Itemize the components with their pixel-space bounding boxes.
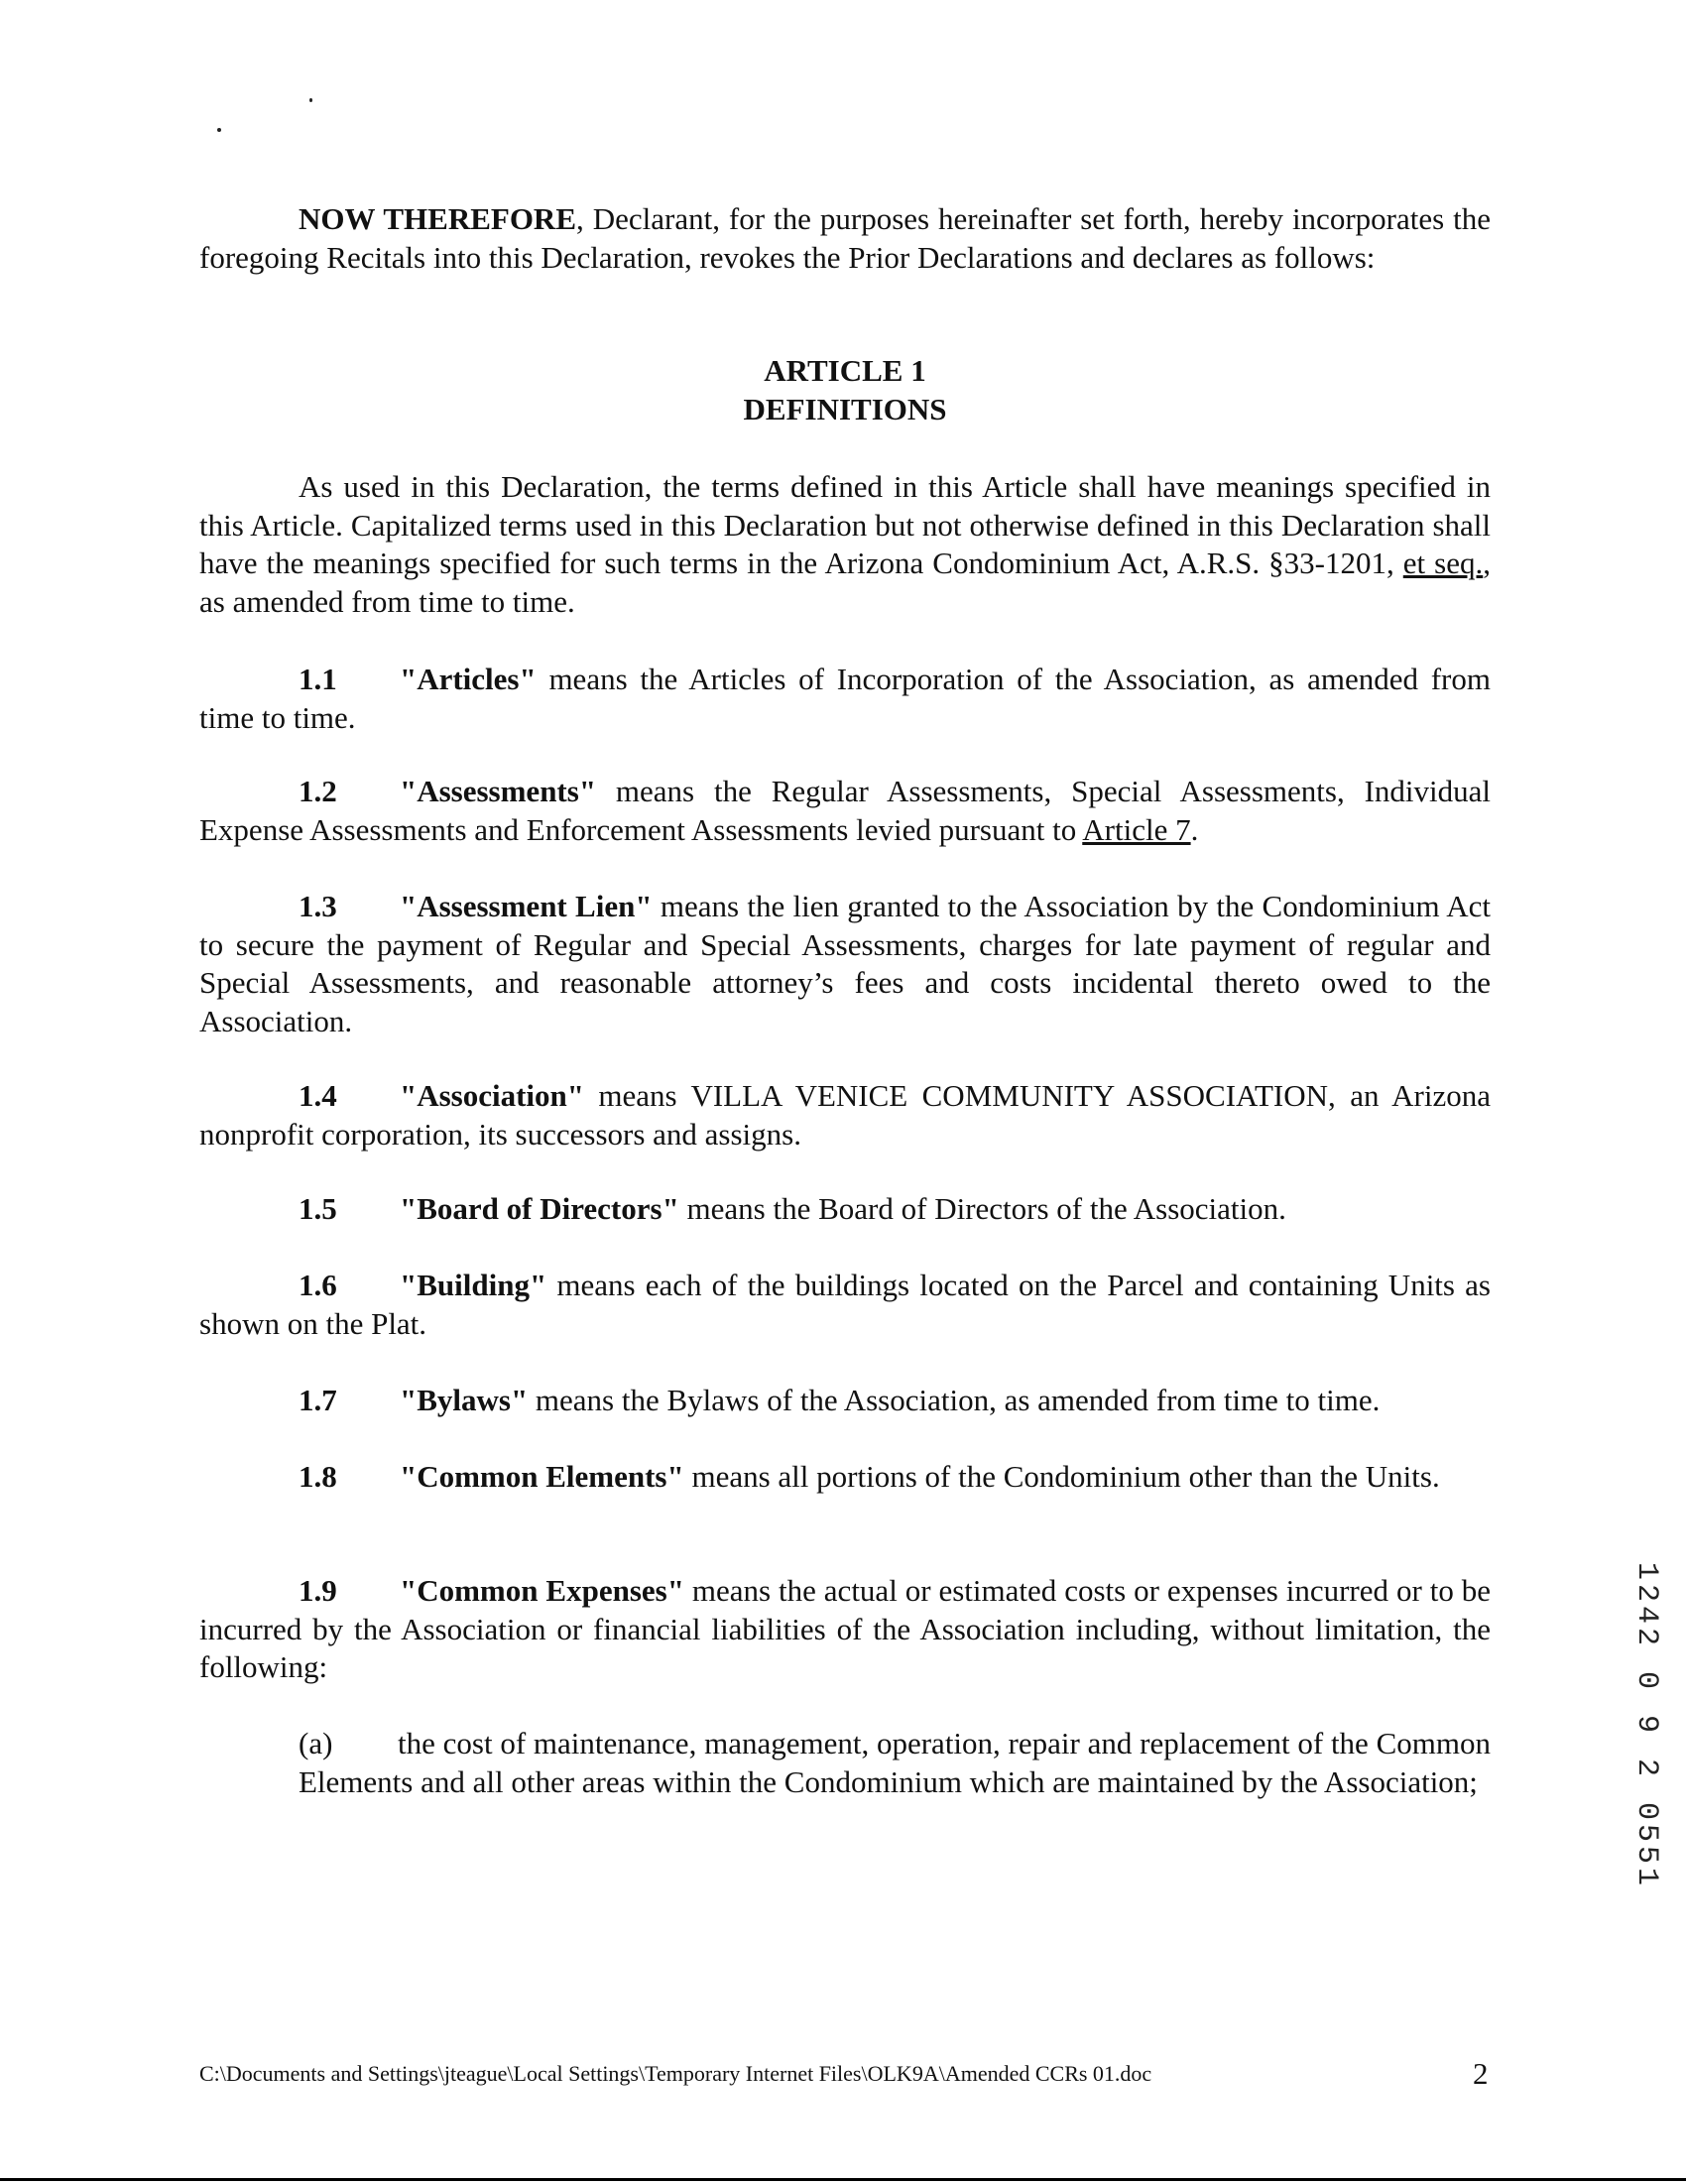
intro-paragraph bbox=[199, 468, 1491, 621]
definition-tail: . bbox=[1190, 811, 1199, 847]
definition-term: "Association" bbox=[400, 1078, 584, 1113]
definition-1-7 bbox=[199, 1382, 1491, 1420]
definition-number: 1.1 bbox=[299, 662, 337, 696]
definition-number: 1.3 bbox=[299, 889, 337, 923]
page-number: 2 bbox=[1473, 2056, 1489, 2091]
definition-term: "Articles" bbox=[400, 662, 537, 696]
article-7-link: Article 7 bbox=[1082, 811, 1191, 847]
definition-text: means the Articles of Incorporation of the Association, as amended from time to time. bbox=[199, 662, 1491, 735]
definition-number: 1.8 bbox=[299, 1459, 337, 1494]
definition-1-1 bbox=[199, 661, 1491, 737]
recording-stamp bbox=[1626, 1561, 1666, 1890]
definition-number: 1.5 bbox=[299, 1191, 337, 1226]
definition-text: means the Board of Directors of the Association. bbox=[678, 1191, 1286, 1226]
intro-text-2: , as amended from time to time. bbox=[199, 546, 1491, 619]
article-number: ARTICLE 1 bbox=[764, 353, 926, 388]
definition-text: means each of the buildings located on the Parcel and containing Units as shown on the Plat. bbox=[199, 1268, 1491, 1341]
definition-term: "Board of Directors" bbox=[400, 1191, 679, 1226]
subitem-text: the cost of maintenance, management, operation, repair and replacement of the Common Elements and all other areas within the Condominium which are maintained by the Association; bbox=[299, 1726, 1491, 1799]
intro-et-seq: et seq. bbox=[1402, 546, 1484, 580]
definition-number: 1.7 bbox=[299, 1383, 337, 1417]
recording-stamp-number: 1242 0 9 2 0551 bbox=[1629, 1561, 1664, 1890]
definition-text: means all portions of the Condominium other than the Units. bbox=[683, 1459, 1440, 1494]
definition-term: "Common Elements" bbox=[400, 1459, 684, 1494]
scan-speck bbox=[217, 128, 221, 132]
subitem-label: (a) bbox=[299, 1726, 333, 1760]
definition-term: "Assessment Lien" bbox=[400, 889, 653, 923]
definition-1-4 bbox=[199, 1077, 1491, 1153]
definition-1-5 bbox=[199, 1190, 1491, 1229]
definition-1-2 bbox=[199, 773, 1491, 849]
definition-term: "Bylaws" bbox=[400, 1383, 529, 1417]
intro-text-1: As used in this Declaration, the terms defined in this Article shall have meanings specified in this Article. Capitalized terms used in this Declaration but not otherwise defined in this Declaration shall have the meanings specified for such terms in the Arizona Condominium Act, A.R.S. §33-1201, bbox=[199, 469, 1491, 580]
preamble-paragraph bbox=[199, 200, 1491, 277]
bottom-border bbox=[0, 2178, 1686, 2181]
definition-1-8 bbox=[199, 1458, 1491, 1497]
subitem-a bbox=[299, 1725, 1491, 1801]
definition-number: 1.4 bbox=[299, 1078, 337, 1113]
definition-text: means VILLA VENICE COMMUNITY ASSOCIATION, an Arizona nonprofit corporation, its successors and assigns. bbox=[199, 1078, 1491, 1152]
definition-text: means the Regular Assessments, Special Assessments, Individual Expense Assessments and Enforcement Assessments levied pursuant to bbox=[199, 774, 1491, 847]
definition-1-9 bbox=[199, 1572, 1491, 1687]
scan-speck bbox=[309, 98, 312, 102]
definition-term: "Common Expenses" bbox=[400, 1573, 684, 1608]
definition-text: means the actual or estimated costs or expenses incurred or to be incurred by the Association or financial liabilities of the Association including, without limitation, the following: bbox=[199, 1573, 1492, 1684]
preamble-lead: NOW THEREFORE bbox=[299, 201, 576, 236]
preamble-text: , Declarant, for the purposes hereinafter set forth, hereby incorporates the foregoing Recitals into this Declaration, revokes the Prior Declarations and declares as follows: bbox=[199, 201, 1491, 275]
article-title: DEFINITIONS bbox=[743, 392, 947, 426]
definition-term: "Assessments" bbox=[400, 774, 597, 808]
definition-1-3 bbox=[199, 888, 1491, 1040]
footer-file-path: C:\Documents and Settings\jteague\Local Settings\Temporary Internet Files\OLK9A\Amended CCRs 01.doc bbox=[199, 2061, 1152, 2086]
definition-1-6 bbox=[199, 1267, 1491, 1343]
definition-number: 1.2 bbox=[299, 774, 337, 808]
definition-number: 1.9 bbox=[299, 1573, 337, 1608]
definition-number: 1.6 bbox=[299, 1268, 337, 1302]
definition-text: means the lien granted to the Association by the Condominium Act to secure the payment of Regular and Special Assessments, charges for late payment of regular and Special Assessments, and reasonable attorney’s fees and costs incidental thereto owed to the Association. bbox=[199, 889, 1492, 1038]
definition-text: means the Bylaws of the Association, as amended from time to time. bbox=[528, 1383, 1381, 1417]
definition-term: "Building" bbox=[400, 1268, 547, 1302]
